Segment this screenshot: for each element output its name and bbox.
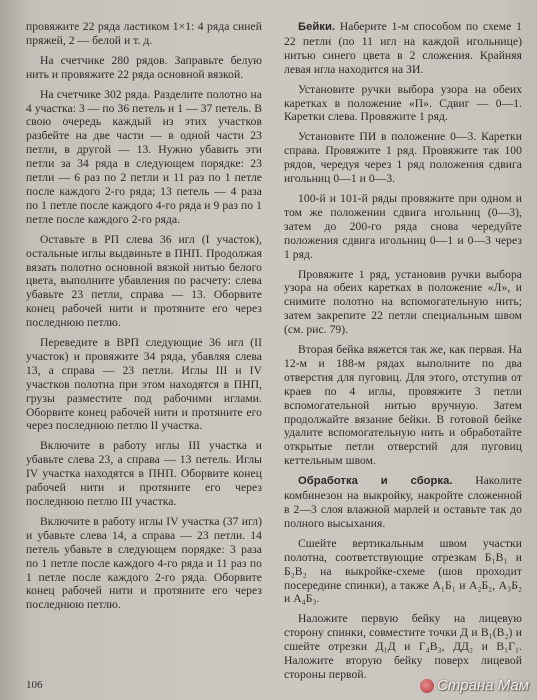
paragraph-text: Наберите 1-м способом по схеме 1 22 петли (по 11 игл на каждой игольнице) нитью синего цвета в 2 сложения. Крайняя левая игла находится на ЗИ. bbox=[284, 20, 522, 76]
paragraph bbox=[284, 268, 522, 338]
paragraph-text: провяжите 22 ряда ластиком 1×1: 4 ряда синей пряжей, 2 — белой и т. д. bbox=[26, 20, 262, 47]
paragraph bbox=[26, 515, 262, 612]
paragraph bbox=[284, 20, 522, 77]
paragraph bbox=[284, 130, 522, 186]
paragraph bbox=[26, 439, 262, 509]
site-watermark bbox=[420, 677, 529, 694]
paragraph-text: Включите в работу иглы III участка и убавьте слева 23, а справа — 13 петель. Иглы IV участка находятся в ПНП. Оборвите конец рабочей нити и протяните его через последнюю петлю III участка. bbox=[26, 439, 262, 508]
paragraph-text: 100-й и 101-й ряды провяжите при одном и том же положении сдвига игольниц (0—3), затем до 200-го ряда снова чередуйте положения сдвига игольниц 0—1 и 0—3 через 1 ряд. bbox=[284, 191, 522, 261]
heart-logo-icon bbox=[420, 679, 434, 693]
paragraph bbox=[284, 474, 522, 531]
paragraph-text: На счетчике 302 ряда. Разделите полотно на 4 участка: 3 — по 36 петель и 1 — 37 петель. В свою очередь каждый из этих участков разбейте на две части — в одной части 23 петли, в другой — 13. Нужно убавить эти петли за 34 ряда в следующем порядке: 23 петли — 6 раз по 2 петли и 11 раз по 1 петле после каждого 2-го ряда; 13 петель — 4 раза по 1 петле после каждого 4-го ряда и 9 раз по 1 петле после каждого 2-го ряда. bbox=[26, 87, 262, 226]
paragraph bbox=[284, 192, 522, 262]
paragraph-text: Включите в работу иглы IV участка (37 игл) и убавьте слева 14, а справа — 23 петли. 14 петель убавьте в следующем порядке: 3 раза по 1 петле после каждого 4-го ряда и 11 раз по 1 петле после каждого 2-го ряда. Оборвите конец рабочей нити и протяните его через последнюю петлю. bbox=[26, 514, 262, 612]
page-number: 106 bbox=[26, 679, 43, 691]
section-heading: Бейки. bbox=[298, 21, 336, 33]
paragraph bbox=[284, 83, 522, 125]
watermark-text: Страна Мам bbox=[437, 677, 529, 694]
paragraph bbox=[284, 343, 522, 468]
paragraph-text: Переведите в ВРП следующие 36 игл (II участок) и провяжите 34 ряда, убавляя слева 13, а справа — 23 петли. Иглы III и IV участков полотна при этом находятся в ПНП, грузы разместите под рабочими иглами. Оборвите конец рабочей нити и протяните его через последнюю петлю II участка. bbox=[26, 336, 262, 433]
paragraph bbox=[284, 537, 522, 607]
paragraph bbox=[284, 612, 522, 682]
paragraph-text: Наложите первую бейку на лицевую сторону спинки, совместите точки Д и В₁(В₂) и сшейте отрезки Д₁Д и Г₄В₃, ДД₂ и В₁Г₁. Наложите вторую бейку поверх лицевой стороны первой. bbox=[284, 612, 522, 681]
paragraph-text: Сшейте вертикальным швом участки полотна, соответствующие отрезкам Б₁В₁ и Б₂В₂ на выкройке-схеме (шов проходит посередине спинки), а также А₁Б₁ и А₂Б₂, А₃Б₂ и А₄Б₃. bbox=[284, 536, 522, 606]
paragraph-text: Установите ПИ в положение 0—3. Каретки справа. Провяжите 1 ряд. Провяжите так 100 рядов, чередуя через 1 ряд положения сдвига игольниц 0—1 и 0—3. bbox=[284, 130, 522, 186]
paragraph-text: Вторая бейка вяжется так же, как первая. На 12-м и 188-м рядах выполните по два отверстия для пуговиц. Для этого, отступив от краев по 4 иглы, провяжите 3 петли вспомогательной нитью вручную. Затем продолжайте вязание бейки. В готовой бейке удалите вспомогательную нить и обработайте открытые петли отверстий для пуговиц кеттельным швом. bbox=[284, 343, 522, 468]
paragraph-text: Оставьте в РП слева 36 игл (I участок), остальные иглы выдвиньте в ПНП. Продолжая вязать полотно основной вязкой нитью белого цвета, выполните убавления по расчету: слева убавьте 23 петли, справа — 13. Оборвите конец рабочей нити и протяните его через последнюю петлю. bbox=[26, 232, 262, 330]
paragraph bbox=[26, 20, 262, 48]
paragraph-text: Провяжите 1 ряд, установив ручки выбора узора на обеих каретках в положение «Л», и снимите полотно на вспомогательную нить; затем закрепите 22 петли специальным швом (см. рис. 79). bbox=[284, 267, 522, 337]
paragraph-text: Установите ручки выбора узора на обеих каретках в положение «П». Сдвиг — 0—1. Каретки слева. Провяжите 1 ряд. bbox=[284, 82, 522, 124]
paragraph-text: На счетчике 280 рядов. Заправьте белую нить и провяжите 22 ряда основной вязкой. bbox=[26, 53, 262, 81]
paragraph bbox=[26, 233, 262, 330]
paragraph bbox=[26, 54, 262, 82]
paragraph bbox=[26, 336, 262, 433]
paragraph bbox=[26, 88, 262, 227]
right-column bbox=[284, 20, 522, 688]
section-heading: Обработка и сборка. bbox=[298, 475, 453, 488]
left-column bbox=[26, 20, 262, 618]
paragraph-text: Наколите комбинезон на выкройку, накройте сложенной в 2—3 слоя влажной марлей и оставьте так до полного высыхания. bbox=[284, 474, 522, 530]
